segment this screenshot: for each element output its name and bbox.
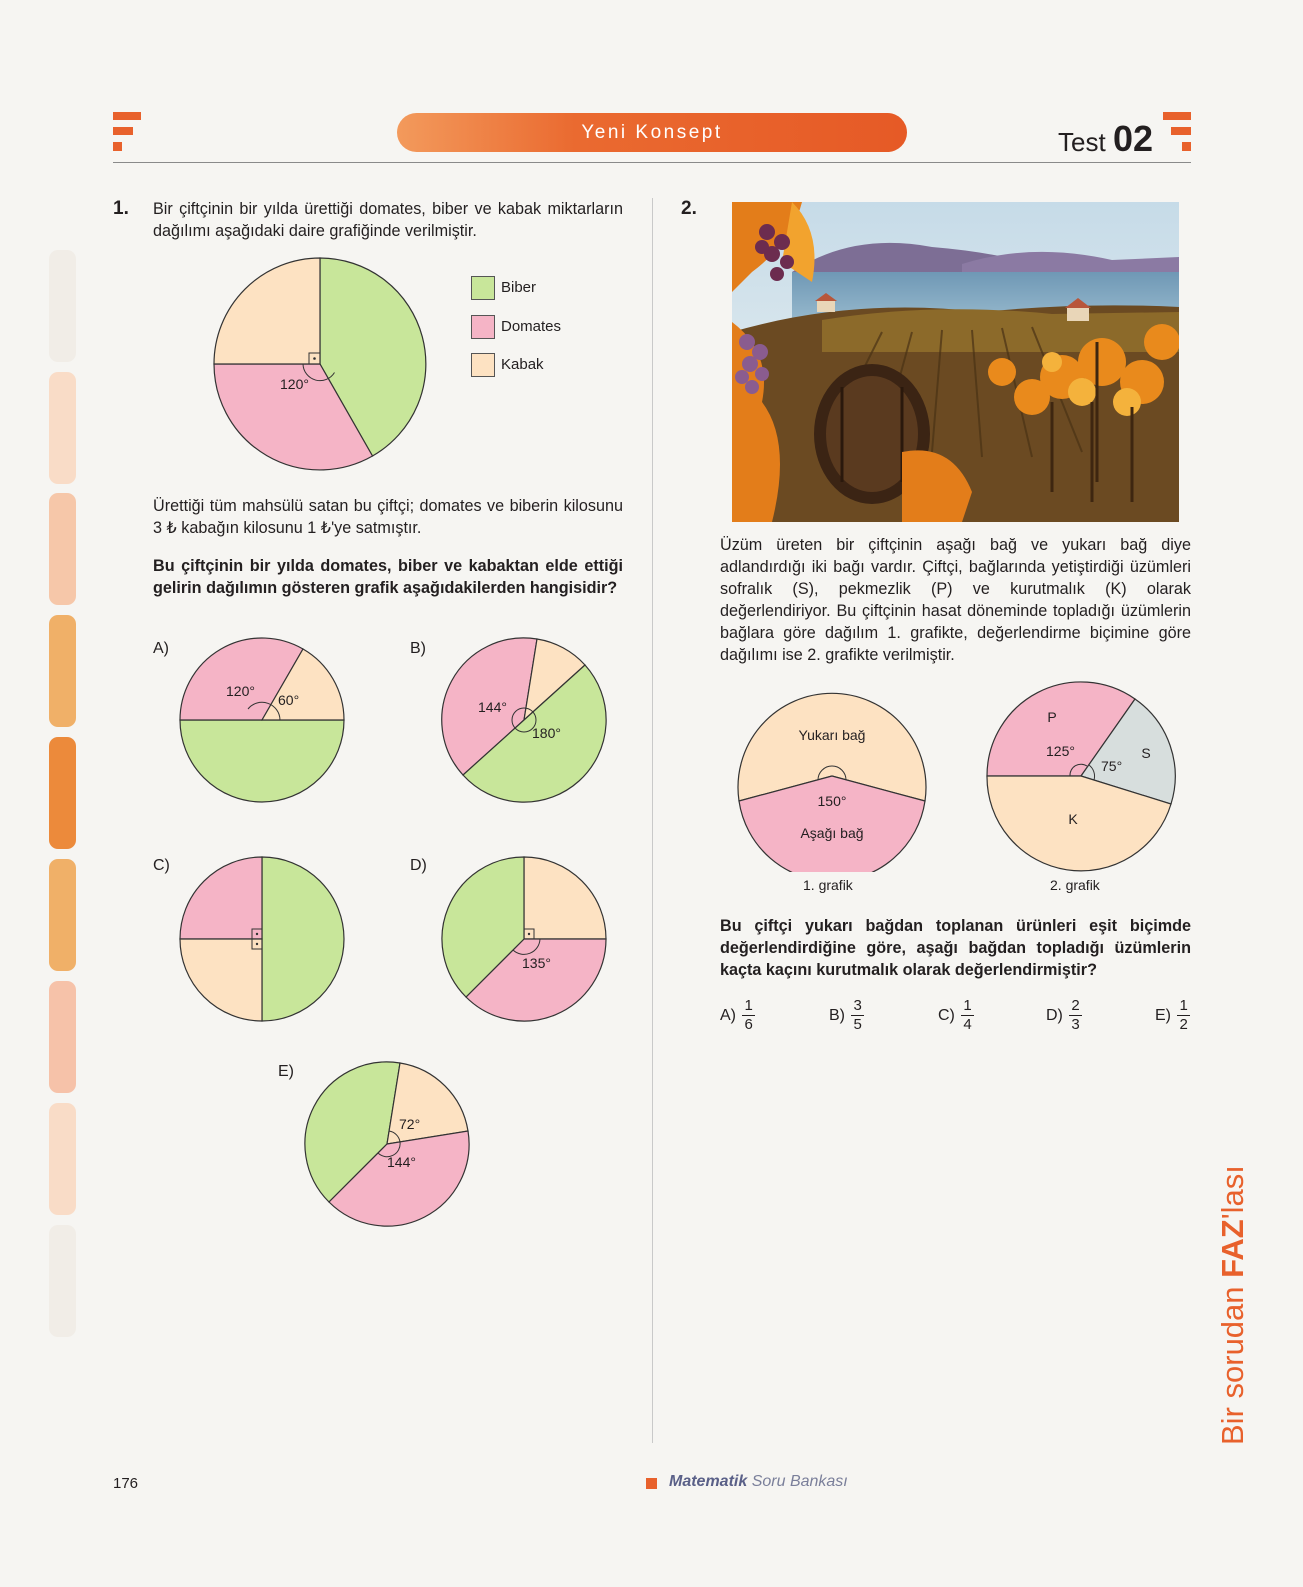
right-angle-dot [256, 933, 258, 935]
side-title-part1: Bir sorudan [1215, 1277, 1250, 1445]
label-p: P [1047, 709, 1057, 725]
page-number: 176 [113, 1475, 139, 1492]
angle-label-2: 180° [532, 725, 561, 741]
slice-biber [262, 857, 344, 1021]
denominator: 6 [744, 1016, 753, 1033]
angle-label-p: 125° [1046, 743, 1075, 759]
option-d-pie[interactable] [440, 855, 608, 1023]
slice-kabak [180, 939, 262, 1021]
numerator: 3 [853, 997, 862, 1014]
test-word: Test [1058, 127, 1106, 157]
fraction [961, 997, 973, 1034]
label-yukari-bag: Yukarı bağ [798, 727, 866, 743]
numerator: 1 [963, 997, 972, 1014]
right-angle-dot [528, 933, 530, 935]
choice-label: E) [1155, 1006, 1171, 1024]
legend-label-domates: Domates [501, 318, 562, 335]
pie-slice-kabak [214, 258, 320, 364]
fraction [1069, 997, 1081, 1034]
numerator: 1 [1179, 997, 1188, 1014]
footer-subject: Matematik [669, 1473, 748, 1490]
angle-label-1: 72° [399, 1116, 421, 1132]
option-d-label[interactable]: D) [410, 857, 427, 874]
choice-c[interactable] [938, 997, 974, 1034]
q1-number: 1. [113, 198, 129, 219]
option-b-label[interactable]: B) [410, 640, 426, 657]
q2-chart2-caption: 2. grafik [1050, 877, 1100, 893]
side-title-part2: FAZ [1215, 1219, 1250, 1278]
angle-label-1: 144° [478, 699, 507, 715]
side-tab [49, 1225, 76, 1337]
numerator: 2 [1071, 997, 1080, 1014]
footer-book-title [669, 1473, 848, 1491]
banner-title: Yeni Konsept [397, 113, 907, 152]
choice-b[interactable] [829, 997, 864, 1034]
q1-intro: Bir çiftçinin bir yılda ürettiği domates, biber ve kabak miktarların dağılımı aşağıdaki daire grafiğinde verilmiştir. [153, 200, 623, 240]
q2-number: 2. [681, 198, 697, 219]
q2-chart1-caption: 1. grafik [803, 877, 853, 893]
angle-label-2: 60° [278, 692, 300, 708]
side-tab [49, 1103, 76, 1215]
choice-label: D) [1046, 1006, 1063, 1024]
angle-label-1: 135° [522, 955, 551, 971]
option-e-label[interactable]: E) [278, 1063, 294, 1080]
angle-label-s: 75° [1101, 758, 1123, 774]
right-angle-dot [256, 943, 258, 945]
logo-right-icon [1163, 112, 1193, 152]
choice-label: B) [829, 1006, 845, 1024]
test-label [1058, 118, 1153, 160]
option-e-pie[interactable] [303, 1060, 471, 1228]
q1-info: Ürettiği tüm mahsülü satan bu çiftçi; domates ve biberin kilosunu 3 ₺ kabağın kilosunu 1 ₺'ye satmıştır. [153, 497, 623, 537]
legend-label-biber: Biber [501, 279, 537, 296]
footer-square-icon [646, 1478, 657, 1489]
side-tab [49, 981, 76, 1093]
vineyard-illustration [732, 202, 1179, 522]
legend-label-kabak: Kabak [501, 356, 544, 373]
fraction [1177, 997, 1189, 1034]
side-tab [49, 737, 76, 849]
choice-label: C) [938, 1006, 955, 1024]
angle-label-1: 120° [226, 683, 255, 699]
q1-question: Bu çiftçinin bir yılda domates, biber ve kabaktan elde ettiği gelirin dağılımın gösteren grafik aşağıdakilerden hangisidir? [153, 557, 623, 597]
pie-angle-label: 120° [280, 376, 309, 392]
logo-left-icon [113, 112, 143, 152]
header-divider [113, 162, 1191, 163]
side-tab [49, 250, 76, 362]
option-b-pie[interactable] [440, 636, 608, 804]
choice-a[interactable] [720, 997, 755, 1034]
denominator: 4 [963, 1016, 972, 1033]
column-divider [652, 198, 653, 1443]
slice-kabak [524, 857, 606, 939]
right-angle-dot [313, 357, 316, 360]
q2-chart1-pie [736, 680, 928, 872]
slice-domates [180, 857, 262, 939]
q2-question: Bu çiftçi yukarı bağdan toplanan ürünleri eşit biçimde değerlendirdiğine göre, aşağı bağdan topladığı üzümlerin kaçta kaçını kurutmalık olarak değerlendirmiştir? [720, 917, 1191, 979]
choice-label: A) [720, 1006, 736, 1024]
angle-label: 150° [817, 793, 847, 809]
side-title-part3: 'lası [1215, 1165, 1250, 1220]
side-tab [49, 615, 76, 727]
q2-chart2-pie [985, 680, 1177, 872]
choice-d[interactable] [1046, 997, 1082, 1034]
option-a-pie[interactable] [178, 636, 346, 804]
svg-text:Bir sorudan FAZ'lası [1215, 1165, 1250, 1445]
legend-swatch-biber [471, 276, 495, 300]
legend-swatch-domates [471, 315, 495, 339]
side-tab [49, 372, 76, 484]
denominator: 3 [1071, 1016, 1080, 1033]
option-a-label[interactable]: A) [153, 640, 169, 657]
denominator: 2 [1179, 1016, 1188, 1033]
side-title [1208, 1140, 1258, 1450]
slice-biber [180, 720, 344, 802]
fraction [851, 997, 863, 1034]
side-tab [49, 859, 76, 971]
q2-text: Üzüm üreten bir çiftçinin aşağı bağ ve yukarı bağ diye adlandırdığı iki bağı vardır. Çiftçi, bağlarında yetiştirdiği üzümleri sofralık (S), pekmezlik (P) ve kurutmalık (K) olarak değerlendiriyor. Bu çiftçinin hasat döneminde topladığı üzümlerin bağlara göre dağılım 1. grafikte, değerlendirme biçimine göre dağılımı ise 2. grafikte verilmiştir. [720, 536, 1191, 664]
label-k: K [1068, 811, 1078, 827]
choice-e[interactable] [1155, 997, 1190, 1034]
numerator: 1 [744, 997, 753, 1014]
label-asagi-bag: Aşağı bağ [800, 825, 864, 841]
side-tab [49, 493, 76, 605]
denominator: 5 [853, 1016, 862, 1033]
angle-label-2: 144° [387, 1154, 416, 1170]
option-c-label[interactable]: C) [153, 857, 170, 874]
option-c-pie[interactable] [178, 855, 346, 1023]
q1-main-pie [212, 256, 428, 472]
label-s: S [1141, 745, 1151, 761]
test-number: 02 [1112, 118, 1153, 159]
fraction [742, 997, 754, 1034]
footer-book: Soru Bankası [747, 1473, 848, 1490]
legend-swatch-kabak [471, 353, 495, 377]
